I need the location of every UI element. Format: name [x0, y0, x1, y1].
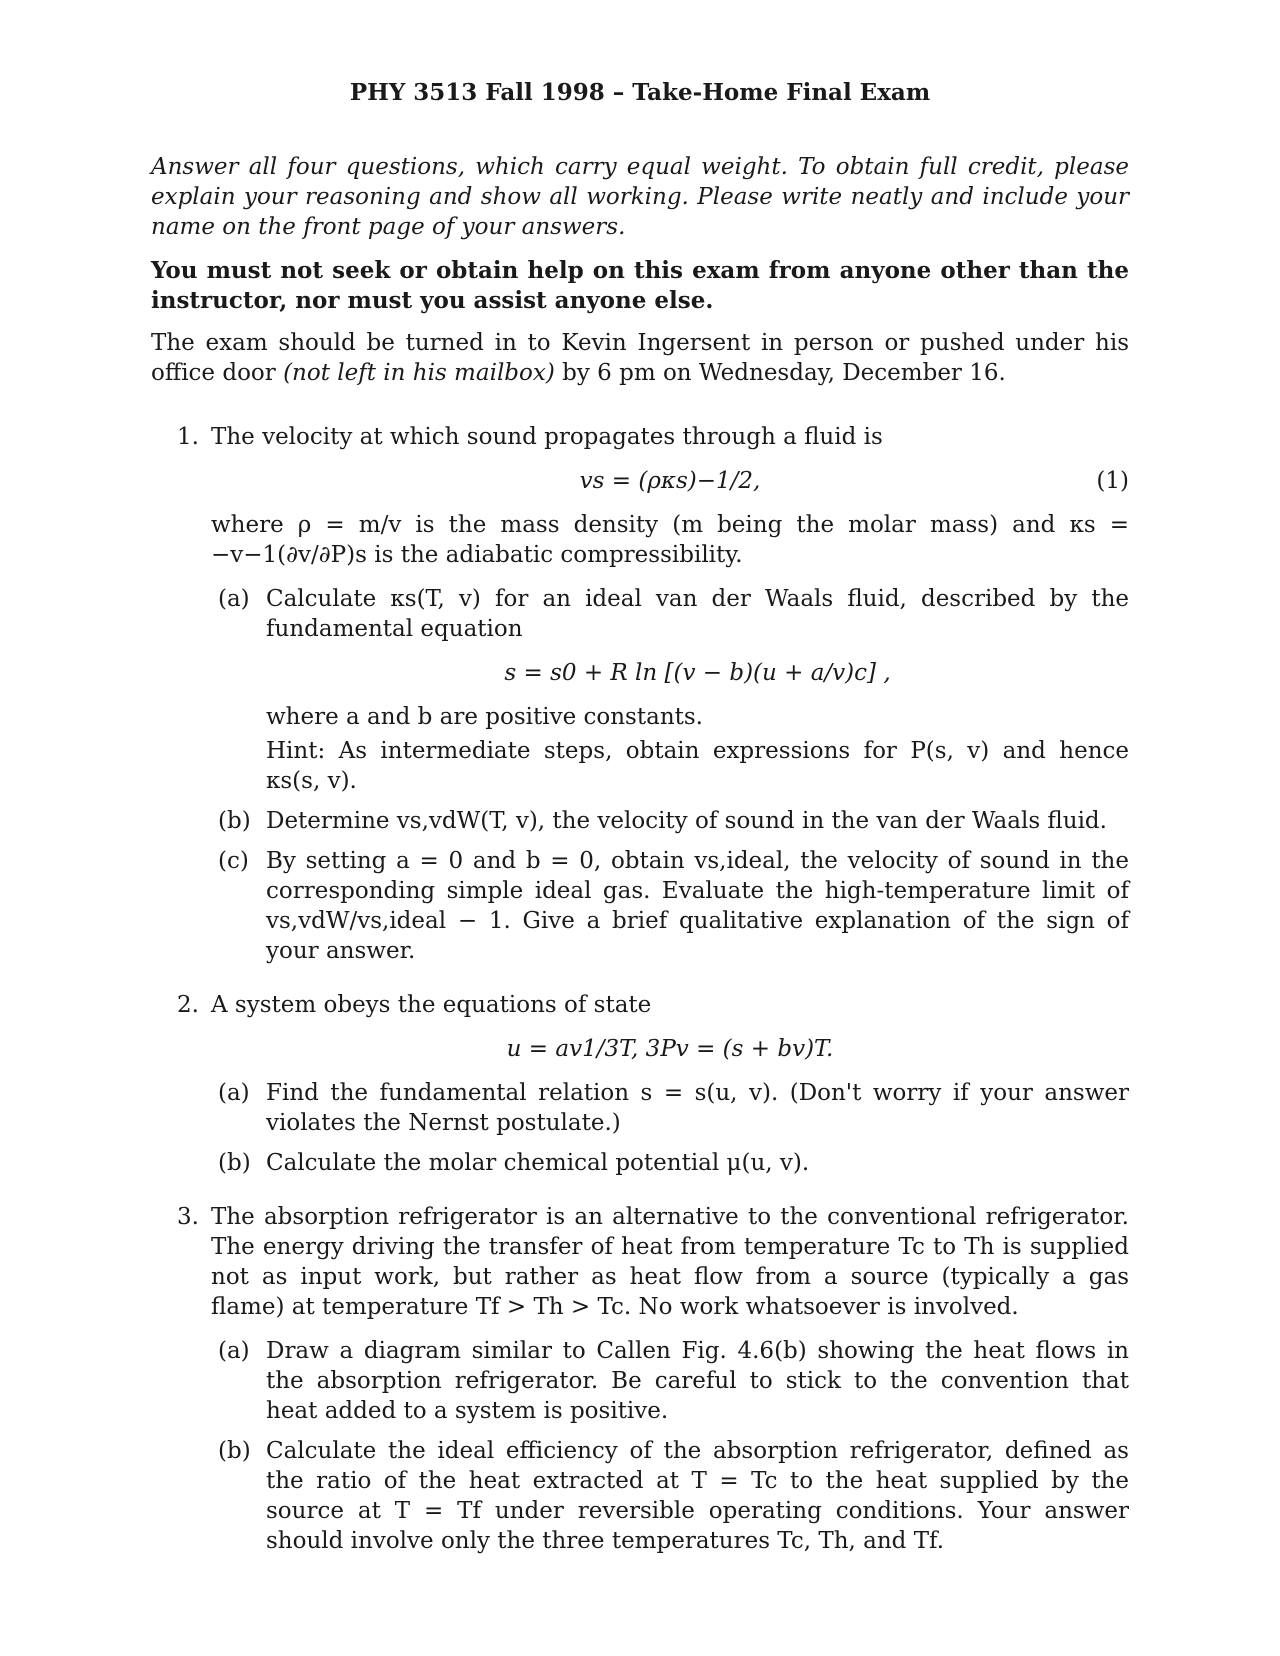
- part-text: Draw a diagram similar to Callen Fig. 4.6(b) showing the heat flows in the absorption refrigerator. Be careful to stick to the convention that heat added to a system is positive.: [266, 1338, 1129, 1424]
- instructions: Answer all four questions, which carry equal weight. To obtain full credit, please explain your reasoning and show all working. Please write neatly and include your name on the front page of your answers.: [151, 154, 1129, 240]
- part-a: [211, 1078, 1129, 1138]
- question-2: [151, 990, 1129, 1178]
- part-label: (c): [218, 848, 249, 874]
- question-3: [151, 1202, 1129, 1556]
- part-label: (b): [218, 1438, 251, 1464]
- part-hint: Hint: As intermediate steps, obtain expressions for P(s, v) and hence κs(s, v).: [266, 738, 1129, 794]
- exam-page: [151, 70, 1129, 1580]
- part-text: Determine vs,vdW(T, v), the velocity of sound in the van der Waals fluid.: [266, 808, 1107, 834]
- question-text: The velocity at which sound propagates through a fluid is: [211, 424, 883, 450]
- question-1: [151, 422, 1129, 966]
- part-text: Calculate κs(T, v) for an ideal van der Waals fluid, described by the fundamental equation: [266, 586, 1129, 642]
- question-number: 3.: [177, 1204, 199, 1230]
- part-b: [211, 1436, 1129, 1556]
- part-text: Calculate the molar chemical potential μ(u, v).: [266, 1150, 810, 1176]
- equation-number: (1): [1096, 468, 1129, 494]
- question-number: 1.: [177, 424, 199, 450]
- question-text: A system obeys the equations of state: [211, 992, 652, 1018]
- part-text: Calculate the ideal efficiency of the absorption refrigerator, defined as the ratio of the heat extracted at T = Tc to the heat supplied by the source at T = Tf under reversible operating conditions. Your answer should involve only the three temperatures Tc, Th, and Tf.: [266, 1438, 1129, 1554]
- part-text: By setting a = 0 and b = 0, obtain vs,ideal, the velocity of sound in the corresponding simple ideal gas. Evaluate the high-temperature limit of vs,vdW/vs,ideal − 1. Give a brief qualitative explanation of the sign of your answer.: [266, 848, 1129, 964]
- part-label: (b): [218, 1150, 251, 1176]
- part-label: (a): [218, 1080, 250, 1106]
- part-label: (b): [218, 808, 251, 834]
- question-number: 2.: [177, 992, 199, 1018]
- part-c: [211, 846, 1129, 966]
- equation: u = av1/3T, 3Pv = (s + bv)T.: [506, 1036, 834, 1062]
- part-b: [211, 806, 1129, 836]
- equation: [211, 466, 1129, 496]
- honor-warning: You must not seek or obtain help on this exam from anyone other than the instructor, nor must you assist anyone else.: [151, 257, 1129, 314]
- part-note: where a and b are positive constants.: [266, 704, 703, 730]
- submission-before: The exam should be turned in to Kevin Ingersent in person or pushed under his office door: [151, 330, 1129, 386]
- part-b: [211, 1148, 1129, 1178]
- question-text: The absorption refrigerator is an alternative to the conventional refrigerator. The energy driving the transfer of heat from temperature Tc to Th is supplied not as input work, but rather as heat flow from a source (typically a gas flame) at temperature Tf > Th > Tc. No work whatsoever is involved.: [211, 1204, 1129, 1320]
- part-label: (a): [218, 586, 250, 612]
- part-a: [211, 584, 1129, 796]
- submission-notice: [151, 328, 1129, 388]
- part-a: [211, 1336, 1129, 1426]
- submission-after: by 6 pm on Wednesday, December 16.: [562, 360, 1006, 386]
- equation: s = s0 + R ln [(v − b)(u + a/v)c] ,: [504, 660, 891, 686]
- equation-body: vs = (ρκs)−1/2,: [579, 468, 761, 494]
- question-text-continued: where ρ = m/v is the mass density (m being the molar mass) and κs = −v−1(∂v/∂P)s is the adiabatic compressibility.: [211, 512, 1129, 568]
- submission-emphasis: (not left in his mailbox): [283, 360, 555, 386]
- part-text: Find the fundamental relation s = s(u, v). (Don't worry if your answer violates the Nernst postulate.): [266, 1080, 1129, 1136]
- part-label: (a): [218, 1338, 250, 1364]
- page-title: PHY 3513 Fall 1998 – Take-Home Final Exam: [349, 79, 931, 106]
